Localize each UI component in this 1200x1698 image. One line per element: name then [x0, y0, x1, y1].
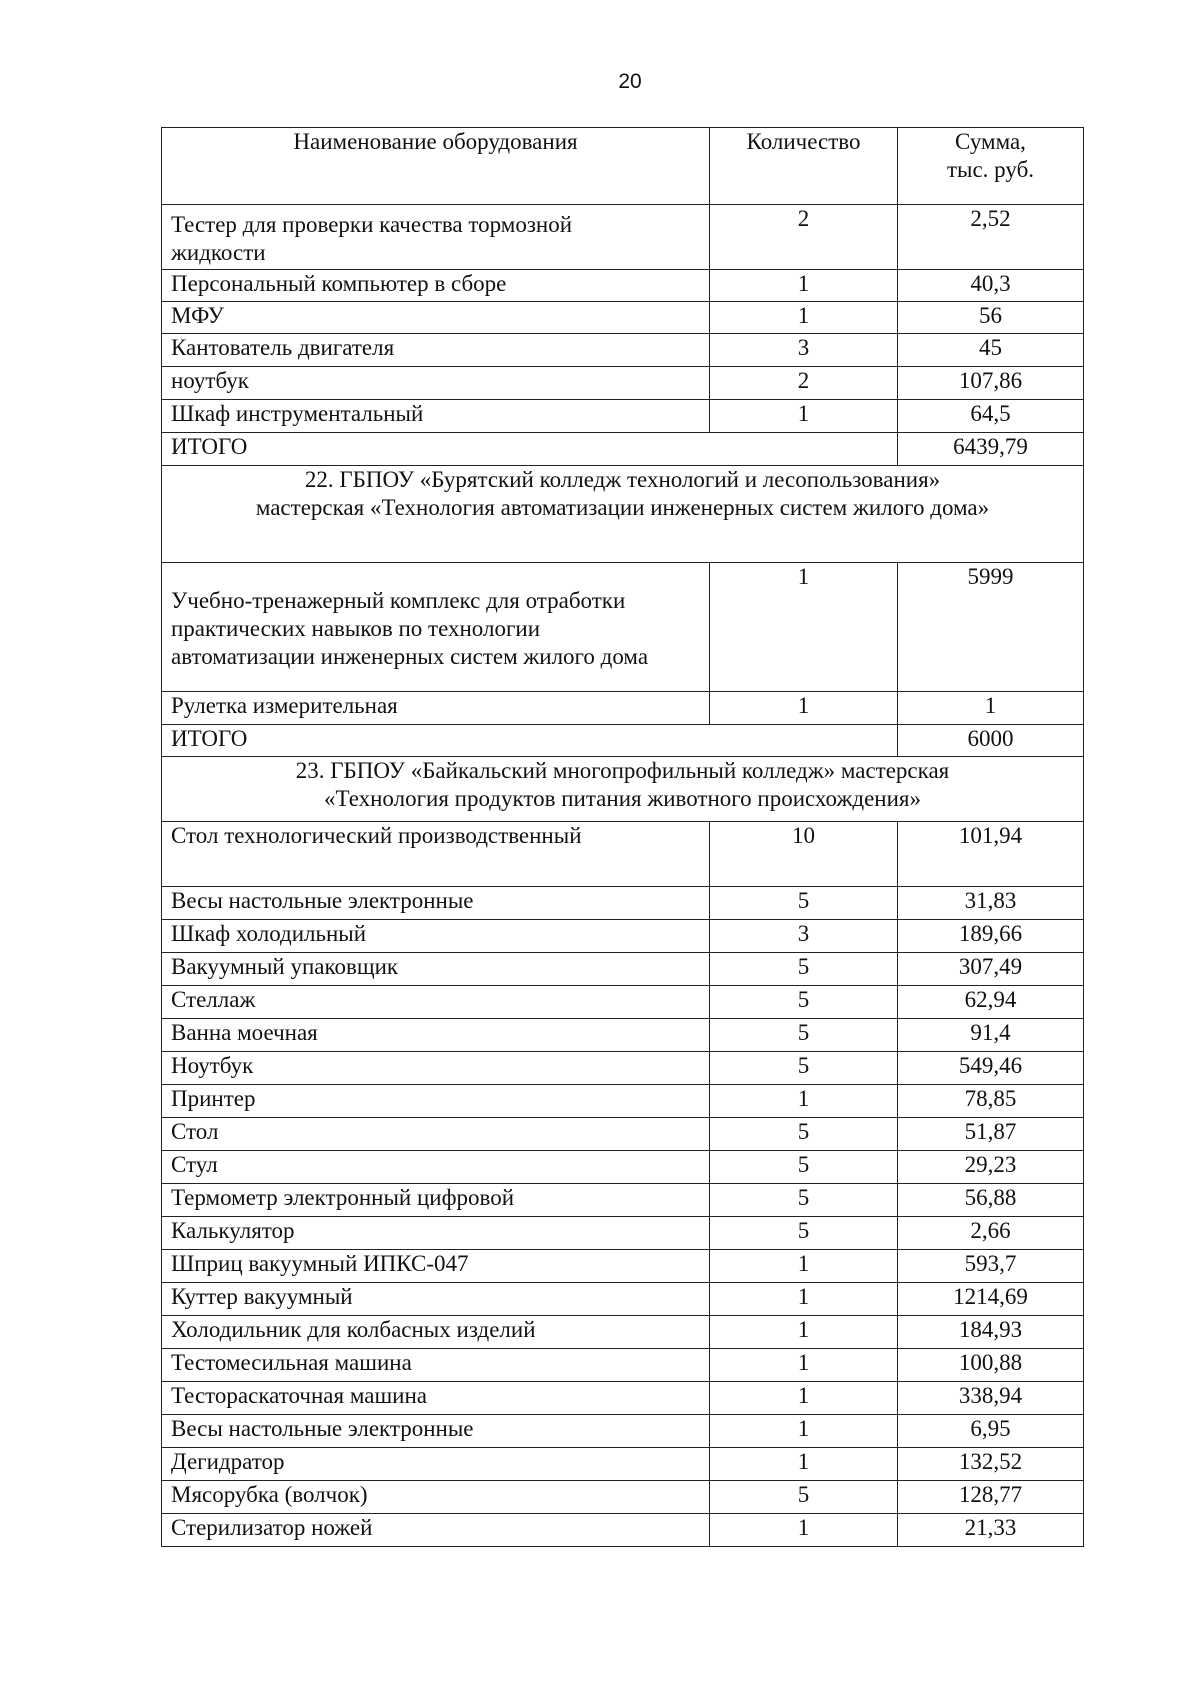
item-sum: 56,88: [898, 1184, 1084, 1217]
item-qty: 1: [710, 1382, 898, 1415]
header-sum: Сумма, тыс. руб.: [898, 128, 1084, 205]
total-sum: 6439,79: [898, 433, 1084, 466]
table-header-row: [162, 128, 1084, 205]
item-name: МФУ: [162, 302, 710, 334]
table-row: [162, 1085, 1084, 1118]
section-title: 23. ГБПОУ «Байкальский многопрофильный колледж» мастерская «Технология продуктов питания животного происхождения»: [162, 757, 1084, 822]
item-sum: 107,86: [898, 367, 1084, 400]
table-row: [162, 1019, 1084, 1052]
item-qty: 3: [710, 334, 898, 367]
item-sum: 78,85: [898, 1085, 1084, 1118]
table-row: [162, 1283, 1084, 1316]
item-name: Калькулятор: [162, 1217, 710, 1250]
item-qty: 2: [710, 205, 898, 270]
item-sum: 29,23: [898, 1151, 1084, 1184]
item-name: Стол технологический производственный: [162, 822, 710, 887]
item-name: Холодильник для колбасных изделий: [162, 1316, 710, 1349]
item-name: Тестер для проверки качества тормозной жидкости: [162, 205, 710, 270]
table-row: [162, 822, 1084, 887]
item-sum: 184,93: [898, 1316, 1084, 1349]
item-qty: 1: [710, 1283, 898, 1316]
item-qty: 1: [710, 692, 898, 725]
item-sum: 1214,69: [898, 1283, 1084, 1316]
table-row: [162, 1250, 1084, 1283]
item-qty: 5: [710, 1481, 898, 1514]
total-row: [162, 433, 1084, 466]
total-row: [162, 725, 1084, 757]
table-row: [162, 1316, 1084, 1349]
item-qty: 5: [710, 1118, 898, 1151]
item-sum: 549,46: [898, 1052, 1084, 1085]
item-sum: 45: [898, 334, 1084, 367]
item-name: Весы настольные электронные: [162, 1415, 710, 1448]
item-qty: 1: [710, 1415, 898, 1448]
item-name: ноутбук: [162, 367, 710, 400]
table-row: [162, 1448, 1084, 1481]
item-sum: 338,94: [898, 1382, 1084, 1415]
table-row: [162, 1382, 1084, 1415]
item-name: Шкаф инструментальный: [162, 400, 710, 433]
item-qty: 1: [710, 400, 898, 433]
table-row: [162, 1151, 1084, 1184]
item-name: Учебно-тренажерный комплекс для отработки практических навыков по технологии автоматизации инженерных систем жилого дома: [162, 563, 710, 692]
item-name: Кантователь двигателя: [162, 334, 710, 367]
item-qty: 10: [710, 822, 898, 887]
item-name: Стеллаж: [162, 986, 710, 1019]
page-number: 20: [618, 70, 642, 93]
item-sum: 62,94: [898, 986, 1084, 1019]
header-qty: Количество: [710, 128, 898, 205]
table-row: [162, 953, 1084, 986]
table-row: [162, 334, 1084, 367]
table-row: [162, 920, 1084, 953]
item-name: Стул: [162, 1151, 710, 1184]
item-sum: 128,77: [898, 1481, 1084, 1514]
item-sum: 2,66: [898, 1217, 1084, 1250]
item-name: Вакуумный упаковщик: [162, 953, 710, 986]
item-sum: 5999: [898, 563, 1084, 692]
total-label: ИТОГО: [162, 725, 898, 757]
header-name: Наименование оборудования: [162, 128, 710, 205]
item-sum: 40,3: [898, 270, 1084, 302]
table-row: [162, 205, 1084, 270]
item-qty: 3: [710, 920, 898, 953]
table-row: [162, 887, 1084, 920]
item-name: Персональный компьютер в сборе: [162, 270, 710, 302]
item-name: Куттер вакуумный: [162, 1283, 710, 1316]
total-label: ИТОГО: [162, 433, 898, 466]
item-name: Ноутбук: [162, 1052, 710, 1085]
item-sum: 132,52: [898, 1448, 1084, 1481]
item-sum: 593,7: [898, 1250, 1084, 1283]
item-sum: 56: [898, 302, 1084, 334]
item-qty: 5: [710, 953, 898, 986]
item-sum: 100,88: [898, 1349, 1084, 1382]
item-qty: 1: [710, 1349, 898, 1382]
item-qty: 5: [710, 1052, 898, 1085]
item-sum: 51,87: [898, 1118, 1084, 1151]
table-row: [162, 1118, 1084, 1151]
item-sum: 2,52: [898, 205, 1084, 270]
table-row: [162, 692, 1084, 725]
item-name: Весы настольные электронные: [162, 887, 710, 920]
total-sum: 6000: [898, 725, 1084, 757]
section-title-row: [162, 757, 1084, 822]
table-row: [162, 1217, 1084, 1250]
item-sum: 21,33: [898, 1514, 1084, 1547]
section-title-row: [162, 466, 1084, 563]
item-qty: 1: [710, 1514, 898, 1547]
item-name: Тестомесильная машина: [162, 1349, 710, 1382]
item-name: Шприц вакуумный ИПКС-047: [162, 1250, 710, 1283]
item-name: Рулетка измерительная: [162, 692, 710, 725]
item-qty: 1: [710, 1316, 898, 1349]
item-qty: 5: [710, 986, 898, 1019]
item-sum: 31,83: [898, 887, 1084, 920]
item-sum: 101,94: [898, 822, 1084, 887]
item-qty: 1: [710, 1085, 898, 1118]
item-qty: 1: [710, 302, 898, 334]
table-row: [162, 400, 1084, 433]
table-row: [162, 302, 1084, 334]
item-qty: 2: [710, 367, 898, 400]
item-qty: 1: [710, 563, 898, 692]
item-sum: 64,5: [898, 400, 1084, 433]
item-qty: 1: [710, 270, 898, 302]
table-row: [162, 1184, 1084, 1217]
item-qty: 5: [710, 1019, 898, 1052]
item-name: Термометр электронный цифровой: [162, 1184, 710, 1217]
item-name: Стол: [162, 1118, 710, 1151]
item-sum: 1: [898, 692, 1084, 725]
table-row: [162, 270, 1084, 302]
item-sum: 6,95: [898, 1415, 1084, 1448]
section-title: 22. ГБПОУ «Бурятский колледж технологий и лесопользования» мастерская «Технология автоматизации инженерных систем жилого дома»: [162, 466, 1084, 563]
table-row: [162, 367, 1084, 400]
item-name: Тестораскаточная машина: [162, 1382, 710, 1415]
table-row: [162, 1052, 1084, 1085]
table-row: [162, 1349, 1084, 1382]
table-row: [162, 986, 1084, 1019]
item-sum: 189,66: [898, 920, 1084, 953]
item-name: Принтер: [162, 1085, 710, 1118]
item-sum: 91,4: [898, 1019, 1084, 1052]
item-qty: 5: [710, 1151, 898, 1184]
table-row: [162, 1514, 1084, 1547]
table-row: [162, 1481, 1084, 1514]
item-qty: 1: [710, 1250, 898, 1283]
item-sum: 307,49: [898, 953, 1084, 986]
table-row: [162, 563, 1084, 692]
item-name: Стерилизатор ножей: [162, 1514, 710, 1547]
item-name: Мясорубка (волчок): [162, 1481, 710, 1514]
item-name: Шкаф холодильный: [162, 920, 710, 953]
item-qty: 5: [710, 1184, 898, 1217]
item-qty: 5: [710, 1217, 898, 1250]
table-row: [162, 1415, 1084, 1448]
item-name: Дегидратор: [162, 1448, 710, 1481]
item-name: Ванна моечная: [162, 1019, 710, 1052]
item-qty: 5: [710, 887, 898, 920]
equipment-table: [161, 127, 1084, 1547]
item-qty: 1: [710, 1448, 898, 1481]
